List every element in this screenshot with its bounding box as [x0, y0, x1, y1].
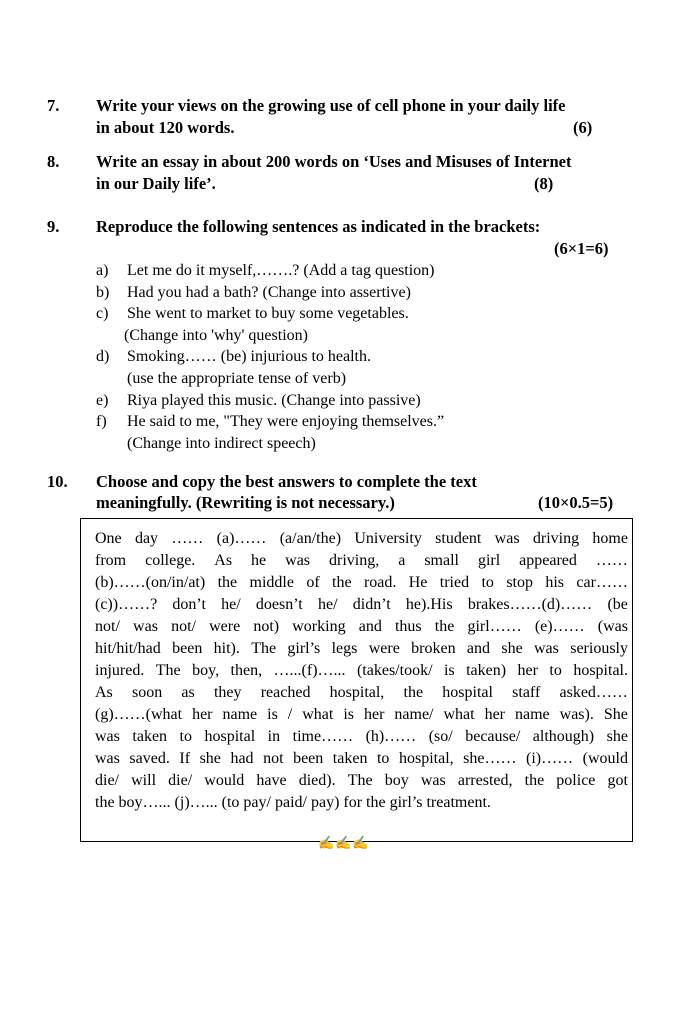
item-text: Riya played this music. (Change into passive) [127, 392, 421, 409]
passage-line: (g)……(what her name is / what is her name/ what her name was). She [95, 706, 628, 723]
question-text: in our Daily life’. [96, 174, 216, 193]
question-marks: (10×0.5=5) [538, 493, 614, 512]
item-label: f) [96, 413, 107, 430]
passage-line: (b)……(on/in/at) the middle of the road. He tried to stop his car…… [95, 574, 628, 591]
question-marks: (6) [573, 118, 593, 137]
item-instruction: (Change into 'why' question) [124, 327, 308, 344]
item-text: Let me do it myself,…….? (Add a tag question) [127, 262, 435, 279]
question-text: Reproduce the following sentences as indicated in the brackets: [96, 217, 541, 236]
passage-line: the boy…... (j)…... (to pay/ paid/ pay) for the girl’s treatment. [95, 794, 491, 811]
item-text: Smoking…… (be) injurious to health. [127, 348, 371, 365]
question-number: 8. [47, 152, 60, 171]
item-text: He said to me, "They were enjoying themselves.” [127, 413, 445, 430]
item-instruction: (Change into indirect speech) [127, 435, 316, 452]
item-text: She went to market to buy some vegetables. [127, 305, 409, 322]
passage-line: injured. The boy, then, …...(f)…... (takes/took/ is taken) her to hospital. [95, 662, 628, 679]
question-marks: (8) [534, 174, 554, 193]
question-number: 9. [47, 217, 60, 236]
passage-line: As soon as they reached hospital, the hospital staff asked…… [95, 684, 628, 701]
passage-line: from college. As he was driving, a small girl appeared …… [95, 552, 628, 569]
question-text: in about 120 words. [96, 118, 235, 137]
passage-line: die/ will die/ would have died). The boy was arrested, the police got [95, 772, 628, 789]
question-text: Choose and copy the best answers to complete the text [96, 472, 477, 491]
passage-line: was taken to hospital in time…… (h)…… (so/ because/ although) she [95, 728, 628, 745]
question-text: Write an essay in about 200 words on ‘Uses and Misuses of Internet [96, 152, 572, 171]
passage-line: One day …… (a)…… (a/an/the) University student was driving home [95, 530, 628, 547]
passage-line: was saved. If she had not been taken to hospital, she…… (i)…… (would [95, 750, 628, 767]
passage-line: not/ was not/ were not) working and thus the girl…… (e)…… (was [95, 618, 628, 635]
question-marks: (6×1=6) [554, 239, 609, 258]
question-number: 10. [47, 472, 68, 491]
question-number: 7. [47, 96, 60, 115]
passage-line: (c))……? don’t he/ doesn’t he/ didn’t he).His brakes……(d)…… (be [95, 596, 628, 613]
question-text: Write your views on the growing use of cell phone in your daily life [96, 96, 566, 115]
item-label: d) [96, 348, 110, 365]
item-text: Had you had a bath? (Change into assertive) [127, 284, 411, 301]
item-instruction: (use the appropriate tense of verb) [127, 370, 347, 387]
item-label: a) [96, 262, 109, 279]
item-label: c) [96, 305, 109, 322]
end-signature-mark: ✍✍✍ [318, 835, 370, 850]
item-label: e) [96, 392, 109, 409]
item-label: b) [96, 284, 110, 301]
passage-line: hit/hit/had been hit). The girl’s legs were broken and she was seriously [95, 640, 628, 657]
question-text: meaningfully. (Rewriting is not necessary.) [96, 493, 395, 512]
